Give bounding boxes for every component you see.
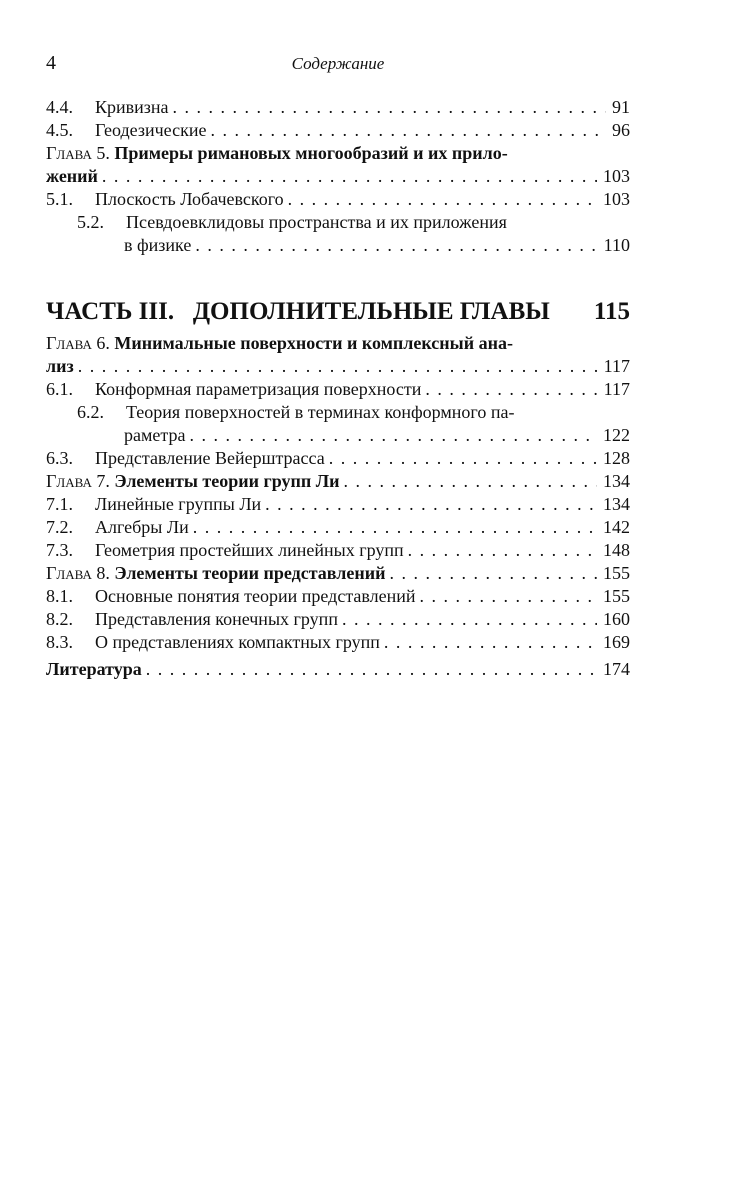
section-title: Псевдоевклидовы пространства и их приложения <box>126 212 507 232</box>
leader-dots <box>380 631 597 654</box>
toc-entry[interactable] <box>46 493 630 516</box>
section-number: 5.1. <box>46 189 73 209</box>
section-title: О представлениях компактных групп <box>95 632 380 652</box>
page-ref: 134 <box>603 471 630 491</box>
page-ref: 142 <box>603 517 630 537</box>
section-number: 6.2. <box>77 402 104 422</box>
page-ref: 110 <box>603 235 630 255</box>
leader-dots <box>404 539 597 562</box>
section-title: Геодезические <box>95 120 207 140</box>
chapter-heading[interactable] <box>46 562 630 585</box>
toc-entry[interactable] <box>46 165 630 188</box>
chapter-heading[interactable] <box>46 142 630 165</box>
section-number: 7.3. <box>46 540 73 560</box>
leader-dots <box>74 355 598 378</box>
page-ref: 103 <box>603 189 630 209</box>
section-title: Плоскость Лобачевского <box>95 189 284 209</box>
section-title: Алгебры Ли <box>95 517 189 537</box>
toc-entry[interactable] <box>46 539 630 562</box>
leader-dots <box>340 470 598 493</box>
toc-entry[interactable] <box>46 447 630 470</box>
leader-dots <box>338 608 597 631</box>
page-ref: 155 <box>603 563 630 583</box>
section-title: Кривизна <box>95 97 169 117</box>
references-entry[interactable] <box>46 658 630 681</box>
page-ref: 160 <box>603 609 630 629</box>
chapter-title: Элементы теории представлений <box>114 563 386 583</box>
section-title: Геометрия простейших линейных групп <box>95 540 404 560</box>
section-title: Представления конечных групп <box>95 609 338 629</box>
leader-dots <box>284 188 597 211</box>
toc-entry[interactable] <box>46 188 630 211</box>
toc-entry[interactable] <box>46 355 630 378</box>
section-number: 6.3. <box>46 448 73 468</box>
part-heading[interactable] <box>46 296 630 328</box>
section-number: 8.2. <box>46 609 73 629</box>
leader-dots <box>206 119 606 142</box>
page-ref: 155 <box>603 586 630 606</box>
page-ref: 117 <box>603 356 630 376</box>
section-number: 6.1. <box>46 379 73 399</box>
leader-dots <box>421 378 597 401</box>
section-title-continued: раметра <box>124 425 186 445</box>
chapter-label: Глава 7. <box>46 471 110 491</box>
section-title: Конформная параметризация поверхности <box>95 379 422 399</box>
references-title: Литература <box>46 659 142 679</box>
section-number: 7.2. <box>46 517 73 537</box>
section-number: 7.1. <box>46 494 73 514</box>
chapter-title: Минимальные поверхности и комплексный ана- <box>114 333 513 353</box>
page-ref: 115 <box>593 298 630 325</box>
toc-entry[interactable] <box>46 516 630 539</box>
toc-entry[interactable] <box>46 401 630 424</box>
page-ref: 128 <box>603 448 630 468</box>
section-number: 8.3. <box>46 632 73 652</box>
chapter-title-continued: лиз <box>46 356 74 376</box>
leader-dots <box>185 424 597 447</box>
toc-entry[interactable] <box>46 585 630 608</box>
leader-dots <box>142 658 597 681</box>
page-ref: 122 <box>603 425 630 445</box>
section-number: 5.2. <box>77 212 104 232</box>
toc-entry[interactable] <box>46 631 630 654</box>
section-title: Основные понятия теории представлений <box>95 586 416 606</box>
section-title: Представление Вейерштрасса <box>95 448 325 468</box>
page-ref: 117 <box>603 379 630 399</box>
section-number: 4.4. <box>46 97 73 117</box>
leader-dots <box>386 562 598 585</box>
section-number: 8.1. <box>46 586 73 606</box>
part-label: ЧАСТЬ III. <box>46 298 175 325</box>
page-ref: 96 <box>612 120 630 140</box>
chapter-heading[interactable] <box>46 332 630 355</box>
toc-entry[interactable] <box>46 378 630 401</box>
page-ref: 103 <box>603 166 630 186</box>
section-title-continued: в физике <box>124 235 192 255</box>
chapter-title: Примеры римановых многообразий и их прило- <box>114 143 508 163</box>
leader-dots <box>98 165 597 188</box>
leader-dots <box>189 516 597 539</box>
toc-entry[interactable] <box>46 96 630 119</box>
toc-entry[interactable] <box>46 608 630 631</box>
chapter-heading[interactable] <box>46 470 630 493</box>
page-ref: 174 <box>603 659 630 679</box>
page-ref: 148 <box>603 540 630 560</box>
chapter-title-continued: жений <box>46 166 98 186</box>
toc-entry[interactable] <box>46 211 630 234</box>
chapter-title: Элементы теории групп Ли <box>114 471 340 491</box>
chapter-label: Глава 6. <box>46 333 110 353</box>
page-ref: 91 <box>612 97 630 117</box>
leader-dots <box>325 447 597 470</box>
section-title: Линейные группы Ли <box>95 494 262 514</box>
toc-entry-continued[interactable] <box>46 234 630 257</box>
running-title: Содержание <box>291 54 385 73</box>
leader-dots <box>191 234 597 257</box>
page-ref: 134 <box>603 494 630 514</box>
toc-entry-continued[interactable] <box>46 424 630 447</box>
chapter-label: Глава 8. <box>46 563 110 583</box>
leader-dots <box>416 585 597 608</box>
section-number: 4.5. <box>46 120 73 140</box>
page-ref: 169 <box>603 632 630 652</box>
section-title: Теория поверхностей в терминах конформного па- <box>126 402 515 422</box>
chapter-label: Глава 5. <box>46 143 110 163</box>
leader-dots <box>261 493 597 516</box>
table-of-contents <box>46 96 630 681</box>
leader-dots <box>169 96 606 119</box>
part-title: ДОПОЛНИТЕЛЬНЫЕ ГЛАВЫ <box>192 298 550 325</box>
toc-entry[interactable] <box>46 119 630 142</box>
page-header <box>46 52 630 80</box>
page-number: 4 <box>46 52 56 74</box>
